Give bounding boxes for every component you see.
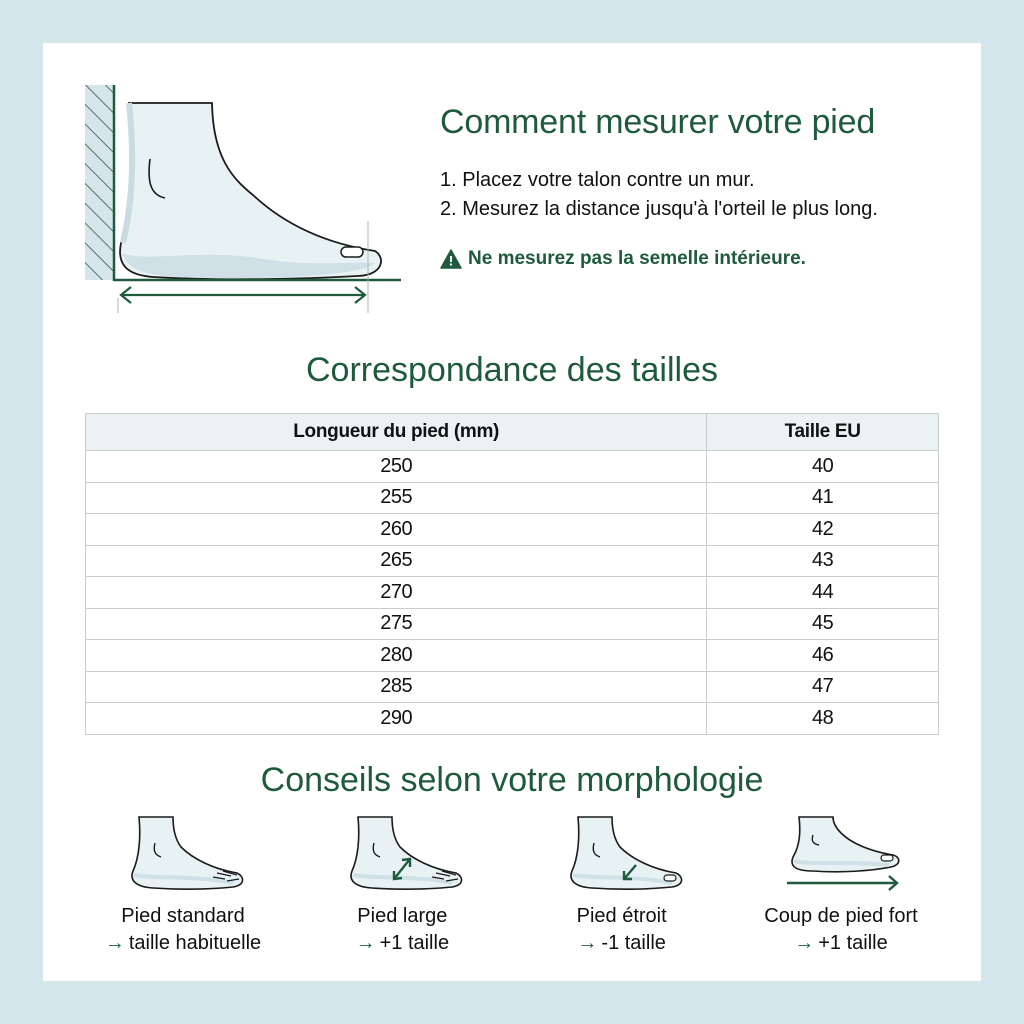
morphology-tips [83, 813, 941, 957]
table-header-row [86, 414, 939, 451]
foot-length-cell: 280 [86, 640, 707, 672]
table-row [86, 577, 939, 609]
eu-size-cell: 45 [707, 608, 939, 640]
foot-measurement-illustration [83, 83, 403, 353]
step-2: 2. Mesurez la distance jusqu'à l'orteil le plus long. [440, 198, 878, 220]
tip-label: Pied standard [121, 905, 245, 927]
eu-size-cell: 44 [707, 577, 939, 609]
table-row [86, 703, 939, 735]
tip-label: Coup de pied fort [764, 905, 918, 927]
eu-size-cell: 47 [707, 671, 939, 703]
foot-length-cell: 270 [86, 577, 707, 609]
tip-standard-foot [83, 813, 283, 957]
warning-triangle-icon [440, 249, 462, 269]
table-row [86, 671, 939, 703]
size-table-title: Correspondance des tailles [305, 351, 719, 389]
foot-length-cell: 275 [86, 608, 707, 640]
tip-advice-text: -1 taille [601, 932, 666, 954]
tip-advice-text: +1 taille [818, 932, 888, 954]
table-row [86, 482, 939, 514]
tip-advice-text: taille habituelle [128, 932, 262, 954]
right-arrow-icon: → [355, 932, 376, 954]
table-row [86, 451, 939, 483]
tip-advice [105, 930, 261, 957]
eu-size-cell: 42 [707, 514, 939, 546]
table-row [86, 640, 939, 672]
warning-note [440, 248, 970, 270]
tip-wide-foot [302, 813, 502, 957]
eu-size-cell: 46 [707, 640, 939, 672]
size-guide-card [43, 43, 981, 981]
table-row [86, 514, 939, 546]
tip-high-instep [741, 813, 941, 957]
high-instep-foot-icon [771, 813, 911, 893]
warning-text: Ne mesurez pas la semelle intérieure. [468, 248, 806, 269]
step-1: 1. Placez votre talon contre un mur. [440, 169, 755, 191]
wide-foot-icon [332, 813, 472, 893]
right-arrow-icon: → [794, 932, 815, 954]
tip-label: Pied large [357, 905, 448, 927]
standard-foot-icon [113, 813, 253, 893]
header-foot-length: Longueur du pied (mm) [86, 414, 707, 451]
narrow-foot-icon [552, 813, 692, 893]
eu-size-cell: 48 [707, 703, 939, 735]
measure-title: Comment mesurer votre pied [440, 103, 876, 141]
tips-title: Conseils selon votre morphologie [260, 761, 764, 799]
foot-length-cell: 255 [86, 482, 707, 514]
tip-advice-text: +1 taille [379, 932, 450, 954]
tip-advice [794, 930, 888, 957]
foot-length-cell: 290 [86, 703, 707, 735]
table-row [86, 608, 939, 640]
tip-advice [356, 930, 450, 957]
eu-size-cell: 41 [707, 482, 939, 514]
foot-length-cell: 260 [86, 514, 707, 546]
right-arrow-icon: → [577, 932, 598, 954]
foot-length-cell: 285 [86, 671, 707, 703]
table-row [86, 545, 939, 577]
right-arrow-icon: → [104, 932, 125, 954]
eu-size-cell: 40 [707, 451, 939, 483]
foot-against-wall-icon [83, 83, 403, 353]
header-eu-size: Taille EU [707, 414, 939, 451]
measurement-instructions [440, 103, 970, 270]
foot-length-cell: 265 [86, 545, 707, 577]
tip-narrow-foot [522, 813, 722, 957]
tip-advice [577, 930, 665, 957]
tip-label: Pied étroit [576, 905, 667, 927]
size-conversion-table [85, 413, 939, 735]
eu-size-cell: 43 [707, 545, 939, 577]
foot-length-cell: 250 [86, 451, 707, 483]
